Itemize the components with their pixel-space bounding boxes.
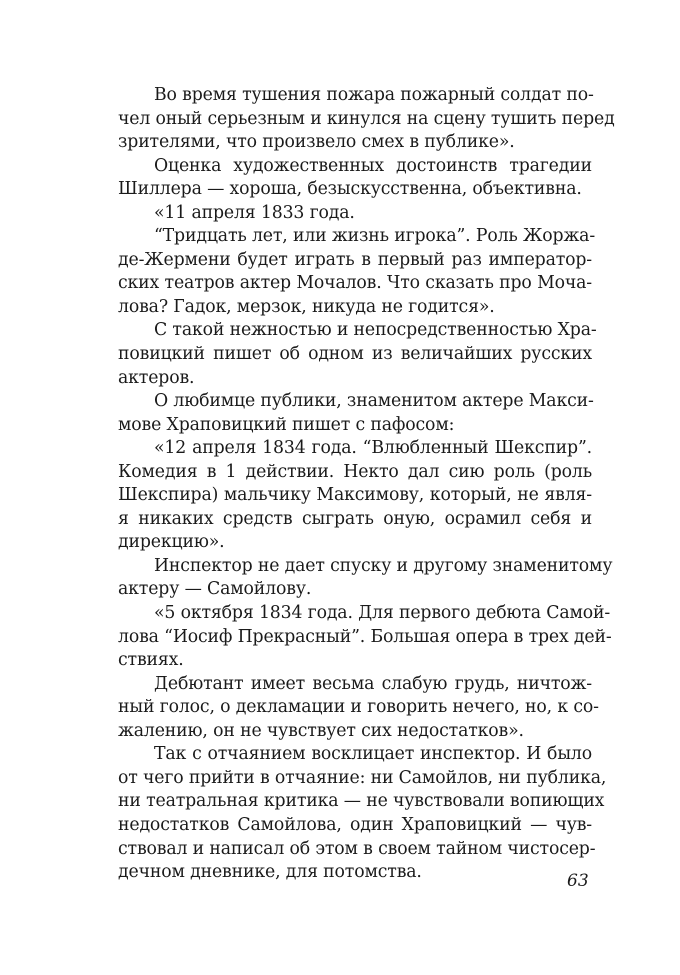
text-line: повицкий пишет об одном из величайших русских [118, 344, 592, 365]
text-line: «5 октября 1834 года. Для первого дебюта Самой- [154, 603, 611, 624]
text-line: я никаких средств сыграть оную, осрамил себя и [118, 508, 592, 529]
text-line: Комедия в 1 действии. Некто дал сию роль (роль [118, 461, 592, 482]
text-line: лова? Гадок, мерзок, никуда не годится». [118, 296, 495, 317]
text-line: ствовал и написал об этом в своем тайном чистосер- [118, 838, 596, 859]
text-line: «12 апреля 1834 года. “Влюбленный Шекспир”. [154, 438, 592, 459]
text-line: Дебютант имеет весьма слабую грудь, ничтож- [154, 673, 592, 694]
text-line: Так с отчаянием восклицает инспектор. И было [154, 744, 592, 765]
text-line: мове Храповицкий пишет с пафосом: [118, 414, 455, 435]
text-line: “Тридцать лет, или жизнь игрока”. Роль Жоржа- [154, 226, 596, 247]
text-line: де-Жермени будет играть в первый раз император- [118, 249, 592, 270]
text-line: ствиях. [118, 650, 184, 671]
text-line: от чего прийти в отчаяние: ни Самойлов, ни публика, [118, 767, 607, 788]
text-line: Оценка художественных достоинств трагедии [154, 155, 592, 176]
text-line: «11 апреля 1833 года. [154, 202, 355, 223]
text-line: дечном дневнике, для потомства. [118, 862, 422, 883]
text-line: Шекспира) мальчику Максимову, который, не явля- [118, 485, 592, 506]
page-number: 63 [567, 871, 589, 891]
text-line: Шиллера — хороша, безыскусственна, объективна. [118, 179, 582, 200]
text-line: жалению, он не чувствует сих недостатков». [118, 720, 524, 741]
text-line: недостатков Самойлова, один Храповицкий — чув- [118, 814, 592, 835]
text-line: Во время тушения пожара пожарный солдат по- [154, 85, 594, 105]
text-line: ских театров актер Мочалов. Что сказать про Моча- [118, 273, 592, 294]
text-line: зрителями, что произвело смех в публике». [118, 132, 515, 153]
body-text [118, 84, 615, 885]
text-line: лова “Иосиф Прекрасный”. Большая опера в трех дей- [118, 626, 612, 647]
text-line: ный голос, о декламации и говорить нечего, но, к со- [118, 697, 599, 718]
text-line: актеров. [118, 367, 195, 388]
text-line: Инспектор не дает спуску и другому знаменитому [154, 555, 613, 576]
text-line: ни театральная критика — не чувствовали вопиющих [118, 791, 605, 812]
text-line: актеру — Самойлову. [118, 579, 312, 600]
text-line: О любимце публики, знаменитом актере Макси- [154, 391, 594, 412]
text-line: С такой нежностью и непосредственностью Хра- [154, 320, 597, 341]
text-line: дирекцию». [118, 532, 225, 553]
text-line: чел оный серьезным и кинулся на сцену тушить перед [118, 108, 615, 129]
